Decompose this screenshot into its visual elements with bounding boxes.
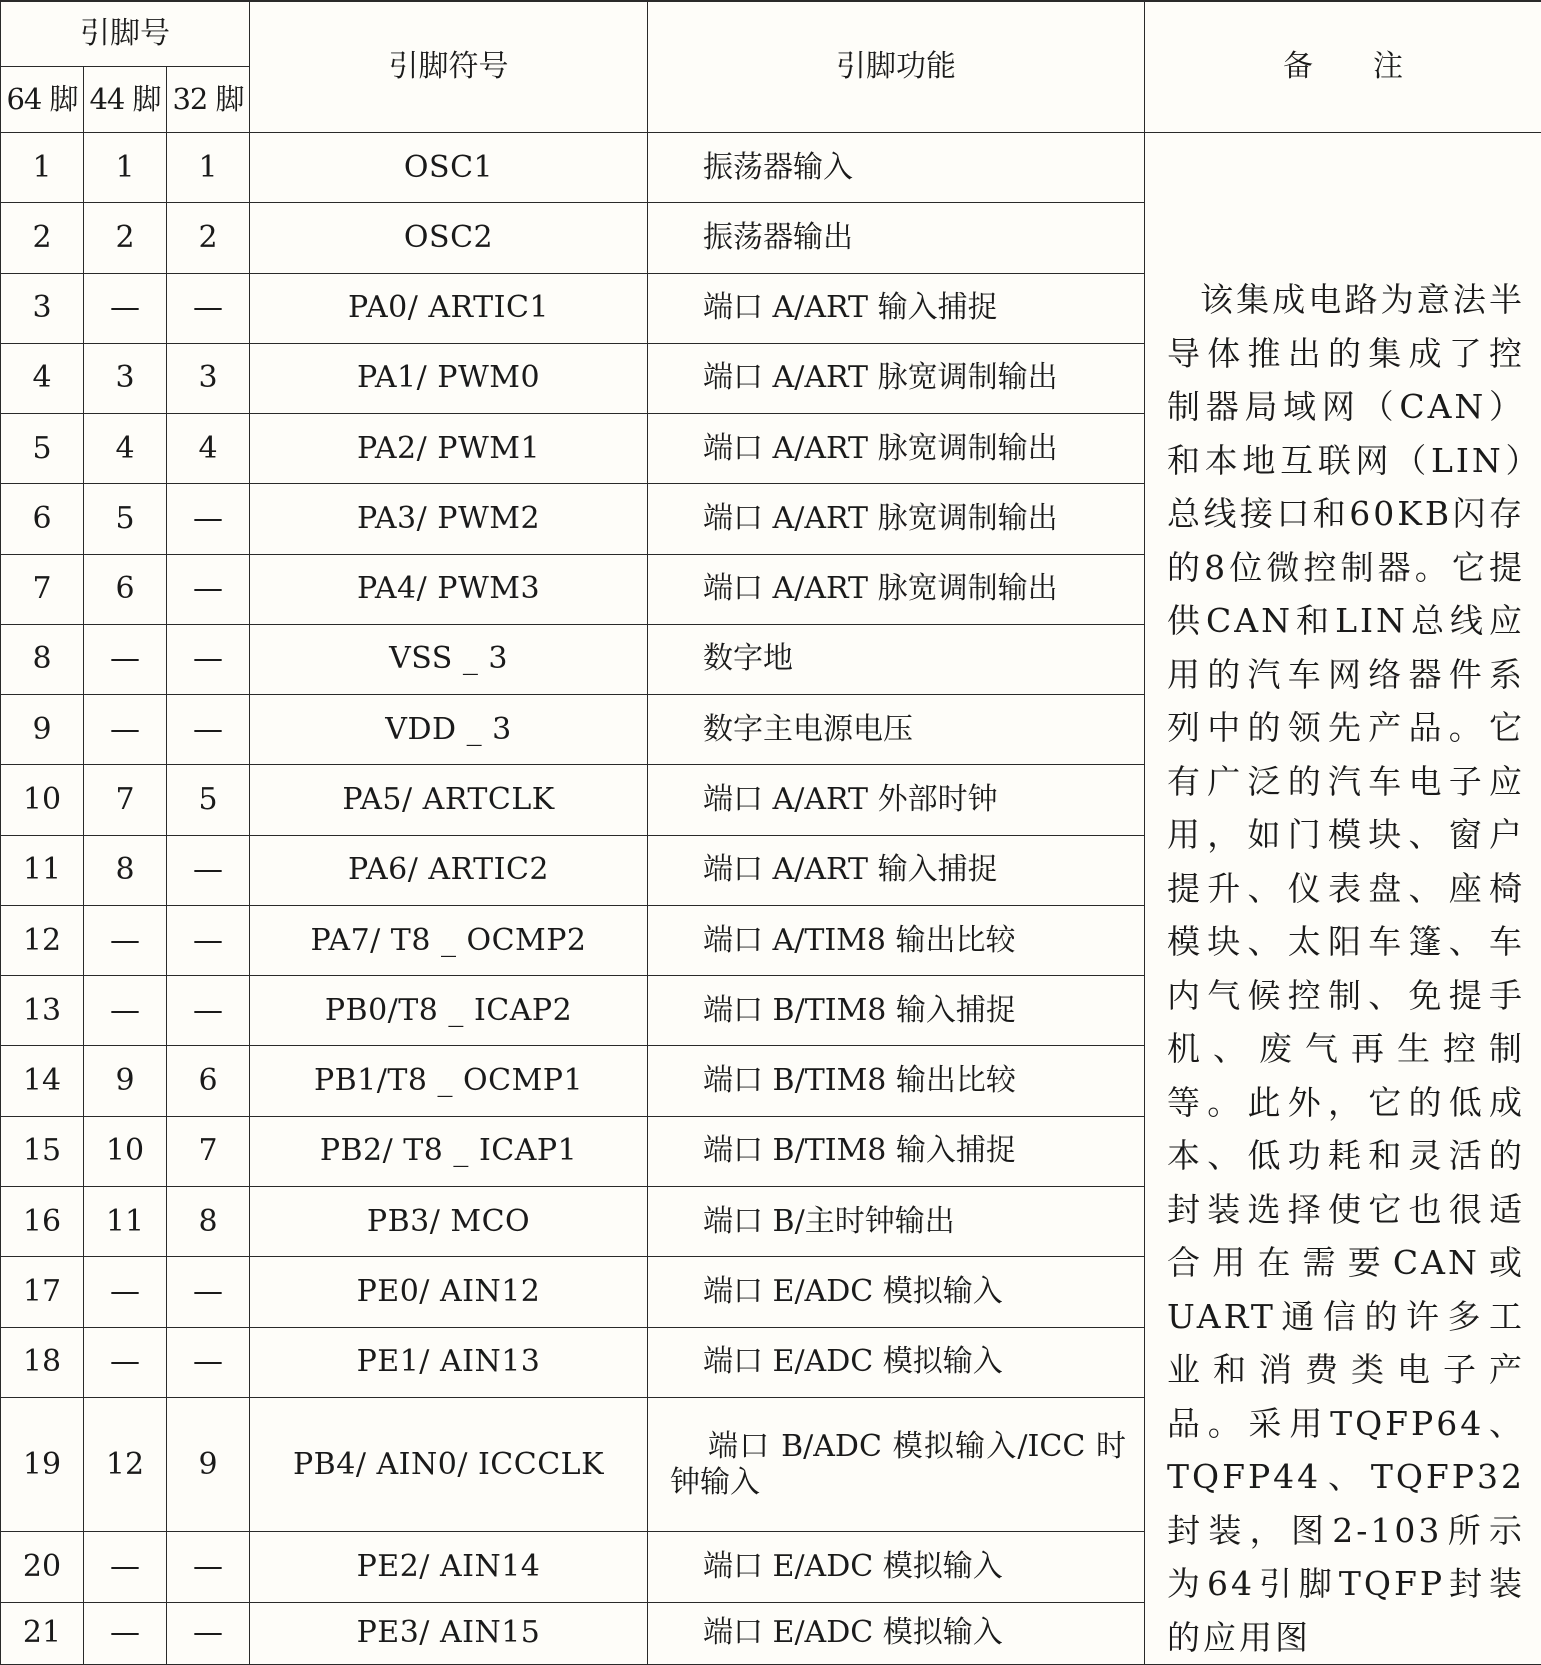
pin-symbol-cell: PA1/ PWM0	[250, 343, 648, 413]
pin-symbol-cell: PB2/ T8 _ ICAP1	[250, 1116, 648, 1186]
pin-44-cell: 2	[84, 203, 167, 273]
pin-symbol-cell: PB1/T8 _ OCMP1	[250, 1046, 648, 1116]
pin-44-cell: 11	[84, 1186, 167, 1256]
pin-32-cell: 6	[167, 1046, 250, 1116]
pin-symbol-cell: PA5/ ARTCLK	[250, 765, 648, 835]
pin-44-cell: 7	[84, 765, 167, 835]
pin-44-cell: —	[84, 1532, 167, 1602]
pin-64-cell: 17	[1, 1257, 84, 1327]
pin-function-cell: 端口 B/ADC 模拟输入/ICC 时钟输入	[648, 1397, 1145, 1532]
pin-function-cell: 端口 B/TIM8 输入捕捉	[648, 1116, 1145, 1186]
pin-64-cell: 19	[1, 1397, 84, 1532]
pin-64-cell: 4	[1, 343, 84, 413]
pin-32-cell: —	[167, 554, 250, 624]
pin-32-cell: 2	[167, 203, 250, 273]
pin-symbol-cell: PE0/ AIN12	[250, 1257, 648, 1327]
pin-symbol-cell: OSC1	[250, 133, 648, 203]
pin-function-cell: 端口 A/ART 脉宽调制输出	[648, 484, 1145, 554]
top-rule	[0, 0, 1541, 2]
pin-32-cell: 9	[167, 1397, 250, 1532]
pin-symbol-cell: PB3/ MCO	[250, 1186, 648, 1256]
pin-symbol-cell: PA6/ ARTIC2	[250, 835, 648, 905]
header-pin-number: 引脚号	[1, 1, 250, 67]
pin-symbol-cell: OSC2	[250, 203, 648, 273]
pin-32-cell: —	[167, 695, 250, 765]
pin-44-cell: —	[84, 695, 167, 765]
pin-32-cell: —	[167, 835, 250, 905]
pin-function-cell: 振荡器输出	[648, 203, 1145, 273]
pin-function-cell: 数字地	[648, 624, 1145, 694]
pin-64-cell: 14	[1, 1046, 84, 1116]
pin-64-cell: 20	[1, 1532, 84, 1602]
pin-44-cell: 12	[84, 1397, 167, 1532]
pin-44-cell: 10	[84, 1116, 167, 1186]
pin-symbol-cell: PB4/ AIN0/ ICCCLK	[250, 1397, 648, 1532]
pin-44-cell: —	[84, 624, 167, 694]
pin-function-cell: 端口 A/ART 脉宽调制输出	[648, 414, 1145, 484]
pin-64-cell: 3	[1, 273, 84, 343]
pin-function-cell: 端口 E/ADC 模拟输入	[648, 1602, 1145, 1664]
pin-64-cell: 18	[1, 1327, 84, 1397]
table-body	[1, 133, 1541, 1665]
header-function: 引脚功能	[648, 1, 1145, 133]
pin-32-cell: —	[167, 1327, 250, 1397]
pin-44-cell: 4	[84, 414, 167, 484]
pin-64-cell: 11	[1, 835, 84, 905]
pin-function-cell: 端口 A/ART 输入捕捉	[648, 835, 1145, 905]
pin-function-cell: 端口 E/ADC 模拟输入	[648, 1327, 1145, 1397]
header-pin-64: 64 脚	[1, 67, 84, 133]
header-remarks: 备 注	[1145, 1, 1541, 133]
header-pin-44: 44 脚	[84, 67, 167, 133]
pin-64-cell: 7	[1, 554, 84, 624]
pin-function-cell: 端口 A/ART 脉宽调制输出	[648, 343, 1145, 413]
pin-32-cell: —	[167, 1257, 250, 1327]
pin-function-cell: 端口 A/ART 输入捕捉	[648, 273, 1145, 343]
pin-64-cell: 12	[1, 905, 84, 975]
pin-44-cell: 8	[84, 835, 167, 905]
pin-64-cell: 5	[1, 414, 84, 484]
pin-symbol-cell: PA2/ PWM1	[250, 414, 648, 484]
pin-44-cell: 1	[84, 133, 167, 203]
pin-function-cell: 端口 E/ADC 模拟输入	[648, 1257, 1145, 1327]
pin-32-cell: 5	[167, 765, 250, 835]
pin-64-cell: 1	[1, 133, 84, 203]
pin-64-cell: 8	[1, 624, 84, 694]
pin-symbol-cell: PA4/ PWM3	[250, 554, 648, 624]
pin-symbol-cell: PB0/T8 _ ICAP2	[250, 976, 648, 1046]
pin-symbol-cell: PA3/ PWM2	[250, 484, 648, 554]
pin-64-cell: 9	[1, 695, 84, 765]
pin-symbol-cell: VSS _ 3	[250, 624, 648, 694]
pin-64-cell: 6	[1, 484, 84, 554]
pin-32-cell: —	[167, 905, 250, 975]
table-row	[1, 133, 1541, 203]
pin-44-cell: —	[84, 273, 167, 343]
pin-64-cell: 21	[1, 1602, 84, 1664]
pin-function-cell: 端口 A/ART 外部时钟	[648, 765, 1145, 835]
pin-44-cell: —	[84, 1327, 167, 1397]
pin-32-cell: —	[167, 624, 250, 694]
pin-44-cell: —	[84, 976, 167, 1046]
pin-32-cell: —	[167, 1532, 250, 1602]
pin-32-cell: 4	[167, 414, 250, 484]
pin-64-cell: 16	[1, 1186, 84, 1256]
pin-function-cell: 振荡器输入	[648, 133, 1145, 203]
pin-32-cell: —	[167, 1602, 250, 1664]
pin-44-cell: 6	[84, 554, 167, 624]
pin-64-cell: 15	[1, 1116, 84, 1186]
pin-function-cell: 端口 B/主时钟输出	[648, 1186, 1145, 1256]
pin-44-cell: 9	[84, 1046, 167, 1116]
pin-32-cell: 3	[167, 343, 250, 413]
pin-44-cell: —	[84, 1257, 167, 1327]
pin-function-cell: 数字主电源电压	[648, 695, 1145, 765]
pin-32-cell: 8	[167, 1186, 250, 1256]
header-pin-32: 32 脚	[167, 67, 250, 133]
remarks-note: 该集成电路为意法半导体推出的集成了控制器局域网（CAN）和本地互联网（LIN）总线接口和60KB闪存的8位微控制器。它提供CAN和LIN总线应用的汽车网络器件系列中的领先产品。它有广泛的汽车电子应用，如门模块、窗户提升、仪表盘、座椅模块、太阳车篷、车内气候控制、免提手机、废气再生控制等。此外，它的低成本、低功耗和灵活的封装选择使它也很适合用在需要CAN或UART通信的许多工业和消费类电子产品。采用TQFP64、TQFP44、TQFP32封装，图2-103所示为64引脚TQFP封装的应用图	[1145, 133, 1541, 1665]
pin-function-cell: 端口 B/TIM8 输入捕捉	[648, 976, 1145, 1046]
pin-44-cell: 5	[84, 484, 167, 554]
pin-64-cell: 10	[1, 765, 84, 835]
pin-symbol-cell: PE3/ AIN15	[250, 1602, 648, 1664]
pin-44-cell: 3	[84, 343, 167, 413]
pin-32-cell: 1	[167, 133, 250, 203]
pin-32-cell: 7	[167, 1116, 250, 1186]
pin-32-cell: —	[167, 273, 250, 343]
pin-symbol-cell: PE1/ AIN13	[250, 1327, 648, 1397]
pin-64-cell: 13	[1, 976, 84, 1046]
pin-32-cell: —	[167, 976, 250, 1046]
table-header	[1, 1, 1541, 133]
header-symbol: 引脚符号	[250, 1, 648, 133]
pin-function-cell: 端口 B/TIM8 输出比较	[648, 1046, 1145, 1116]
pin-function-cell: 端口 A/ART 脉宽调制输出	[648, 554, 1145, 624]
pin-symbol-cell: PA7/ T8 _ OCMP2	[250, 905, 648, 975]
pin-44-cell: —	[84, 1602, 167, 1664]
pin-symbol-cell: VDD _ 3	[250, 695, 648, 765]
pin-symbol-cell: PA0/ ARTIC1	[250, 273, 648, 343]
pin-64-cell: 2	[1, 203, 84, 273]
pin-symbol-cell: PE2/ AIN14	[250, 1532, 648, 1602]
pin-32-cell: —	[167, 484, 250, 554]
pin-44-cell: —	[84, 905, 167, 975]
pin-function-cell: 端口 A/TIM8 输出比较	[648, 905, 1145, 975]
pin-function-cell: 端口 E/ADC 模拟输入	[648, 1532, 1145, 1602]
